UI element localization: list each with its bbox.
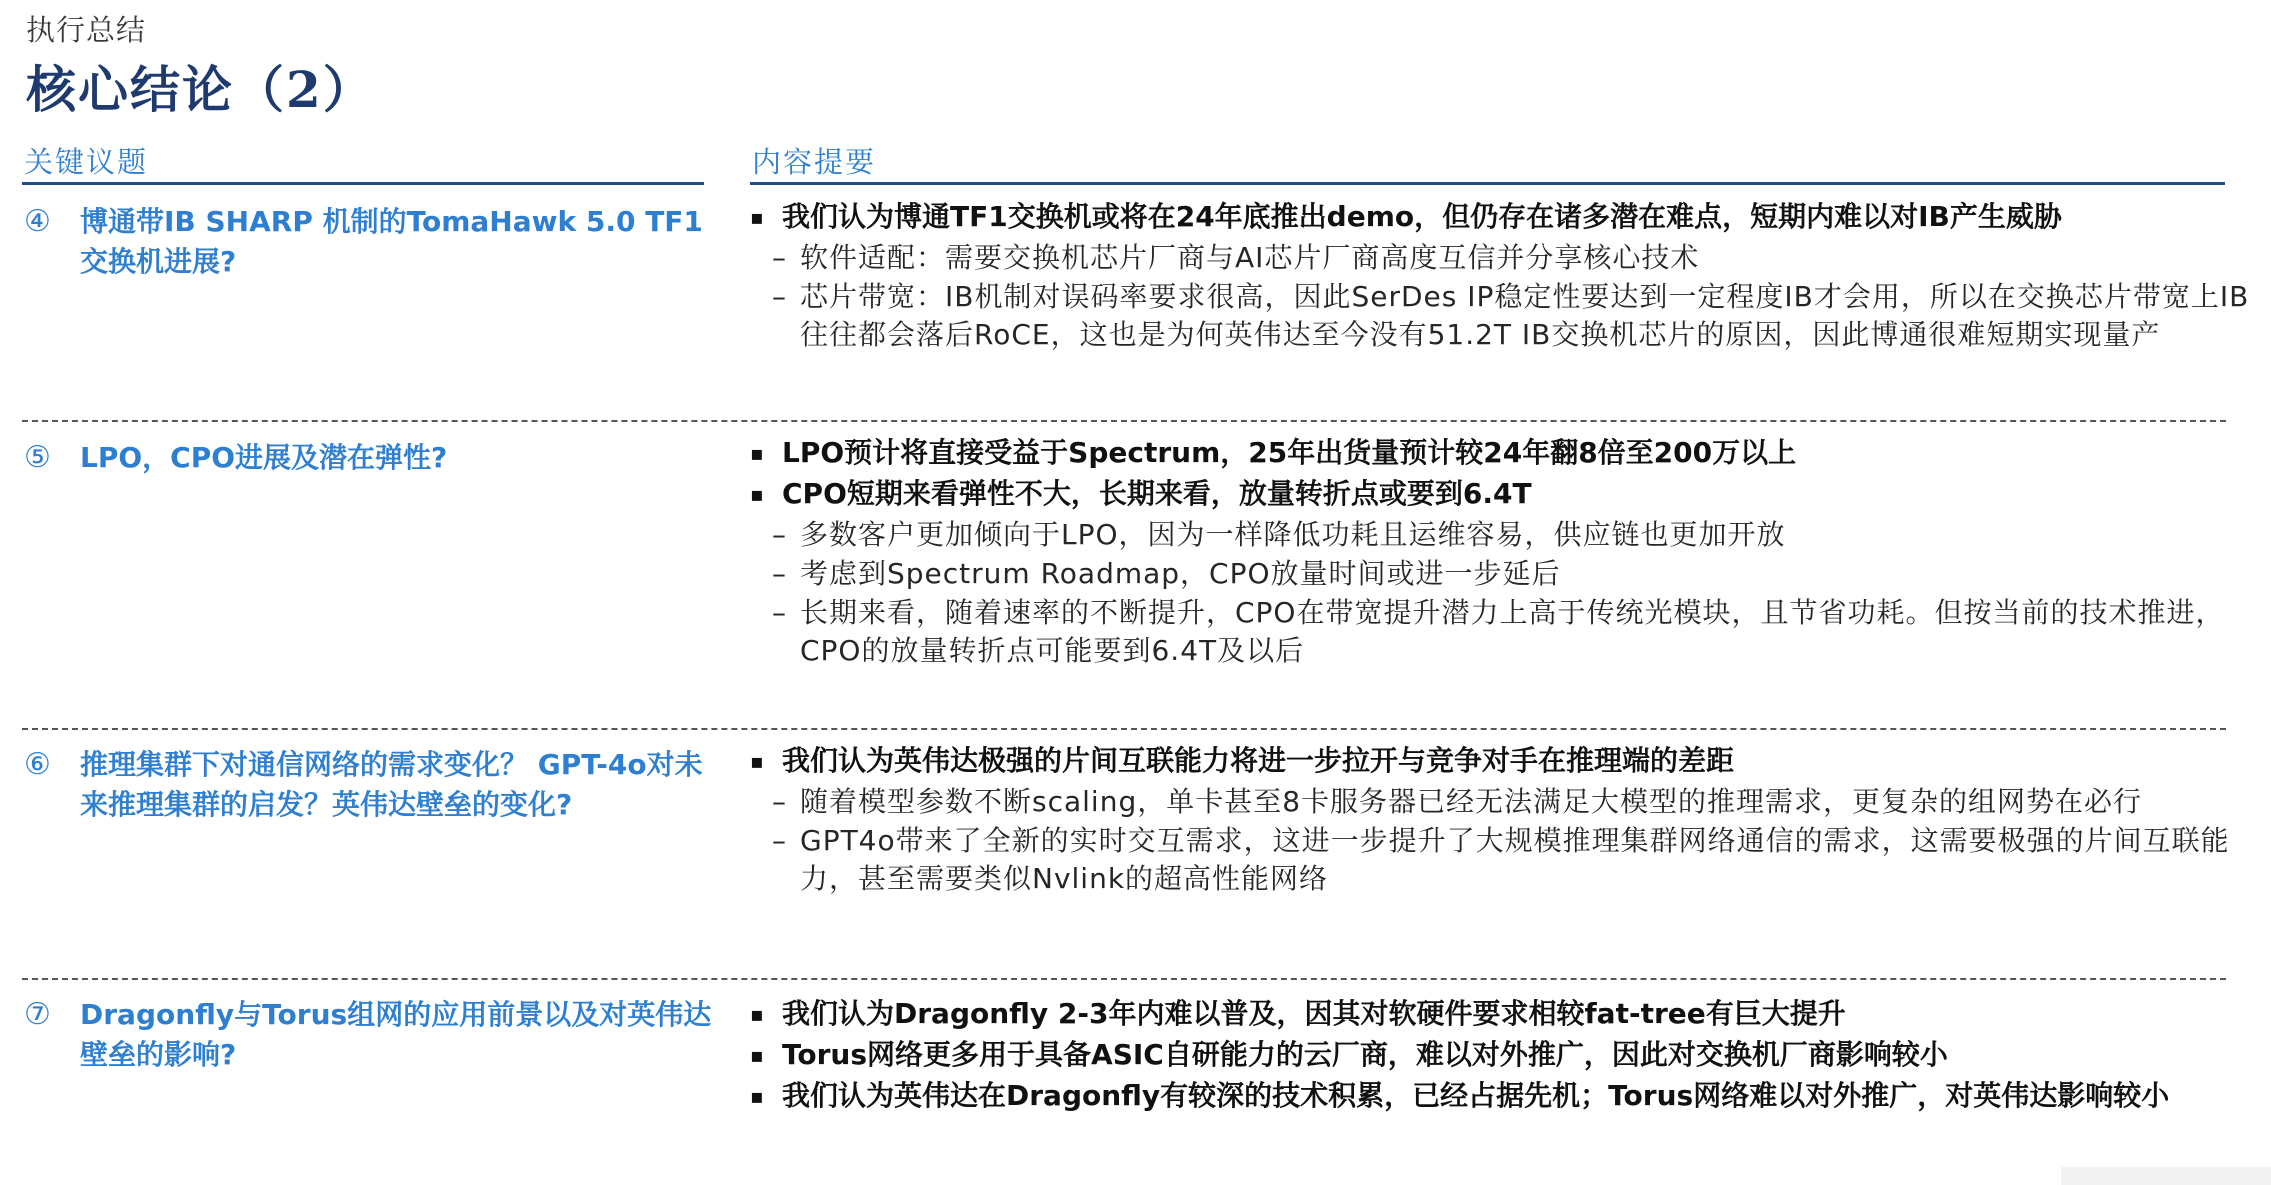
- topic-row: [24, 202, 714, 282]
- content-block: [750, 198, 2250, 355]
- bullet-item: ▪ CPO短期来看弹性不大，长期来看，放量转折点或要到6.4T: [750, 475, 2250, 513]
- dash-icon: –: [772, 785, 786, 818]
- page-title: 核心结论（2）: [26, 60, 375, 119]
- dash-icon: –: [772, 280, 786, 313]
- dash-icon: –: [772, 824, 786, 857]
- topic-number: ⑤: [24, 440, 51, 475]
- topic-title: LPO，CPO进展及潜在弹性?: [80, 441, 448, 474]
- bullet-icon: ▪: [750, 1084, 764, 1108]
- bullet-item: ▪ Torus网络更多用于具备ASIC自研能力的云厂商，难以对外推广，因此对交换机厂商影响较小: [750, 1036, 2250, 1074]
- sub-item: – 软件适配：需要交换机芯片厂商与AI芯片厂商高度互信并分享核心技术: [750, 239, 2250, 277]
- bullet-icon: ▪: [750, 1043, 764, 1067]
- bullet-item: ▪ 我们认为Dragonfly 2-3年内难以普及，因其对软硬件要求相较fat-tree有巨大提升: [750, 995, 2250, 1033]
- sub-item: – 芯片带宽：IB机制对误码率要求很高，因此SerDes IP稳定性要达到一定程度IB才会用，所以在交换芯片带宽上IB往往都会落后RoCE，这也是为何英伟达至今没有51.2T IB交换机芯片的原因，因此博通很难短期实现量产: [750, 278, 2250, 354]
- topic-row: [24, 995, 714, 1075]
- bullet-icon: ▪: [750, 205, 764, 229]
- topic-number: ④: [24, 204, 51, 239]
- row-divider: [22, 978, 2226, 980]
- dash-icon: –: [772, 596, 786, 629]
- content-block: [750, 434, 2250, 671]
- header-divider-left: [22, 182, 704, 185]
- sub-item: – GPT4o带来了全新的实时交互需求，这进一步提升了大规模推理集群网络通信的需求，这需要极强的片间互联能力，甚至需要类似Nvlink的超高性能网络: [750, 822, 2250, 898]
- content-block: [750, 995, 2250, 1118]
- topic-row: [24, 438, 714, 478]
- row-divider: [22, 420, 2226, 422]
- sub-item: – 考虑到Spectrum Roadmap，CPO放量时间或进一步延后: [750, 555, 2250, 593]
- column-header-key-topics: 关键议题: [24, 145, 149, 179]
- topic-title: 推理集群下对通信网络的需求变化？ GPT-4o对未来推理集群的启发？英伟达壁垒的变化?: [80, 748, 703, 821]
- bullet-item: ▪ 我们认为博通TF1交换机或将在24年底推出demo，但仍存在诸多潜在难点，短期内难以对IB产生威胁: [750, 198, 2250, 236]
- header-divider-right: [750, 182, 2225, 185]
- corner-decoration: [2061, 1167, 2271, 1185]
- content-block: [750, 742, 2250, 899]
- topic-number: ⑥: [24, 747, 51, 782]
- topic-row: [24, 745, 714, 825]
- bullet-icon: ▪: [750, 441, 764, 465]
- topic-title: 博通带IB SHARP 机制的TomaHawk 5.0 TF1交换机进展?: [80, 205, 703, 278]
- section-label: 执行总结: [26, 13, 147, 47]
- sub-item: – 多数客户更加倾向于LPO，因为一样降低功耗且运维容易，供应链也更加开放: [750, 516, 2250, 554]
- bullet-icon: ▪: [750, 749, 764, 773]
- row-divider: [22, 728, 2226, 730]
- dash-icon: –: [772, 518, 786, 551]
- column-header-summary: 内容提要: [752, 145, 877, 179]
- bullet-item: ▪ LPO预计将直接受益于Spectrum，25年出货量预计较24年翻8倍至200万以上: [750, 434, 2250, 472]
- bullet-item: ▪ 我们认为英伟达极强的片间互联能力将进一步拉开与竞争对手在推理端的差距: [750, 742, 2250, 780]
- bullet-item: ▪ 我们认为英伟达在Dragonfly有较深的技术积累，已经占据先机；Torus网络难以对外推广，对英伟达影响较小: [750, 1077, 2250, 1115]
- topic-number: ⑦: [24, 997, 51, 1032]
- dash-icon: –: [772, 241, 786, 274]
- sub-item: – 随着模型参数不断scaling，单卡甚至8卡服务器已经无法满足大模型的推理需求，更复杂的组网势在必行: [750, 783, 2250, 821]
- bullet-icon: ▪: [750, 1002, 764, 1026]
- topic-title: Dragonfly与Torus组网的应用前景以及对英伟达壁垒的影响?: [80, 998, 712, 1071]
- dash-icon: –: [772, 557, 786, 590]
- bullet-icon: ▪: [750, 482, 764, 506]
- sub-item: – 长期来看，随着速率的不断提升，CPO在带宽提升潜力上高于传统光模块，且节省功耗。但按当前的技术推进，CPO的放量转折点可能要到6.4T及以后: [750, 594, 2250, 670]
